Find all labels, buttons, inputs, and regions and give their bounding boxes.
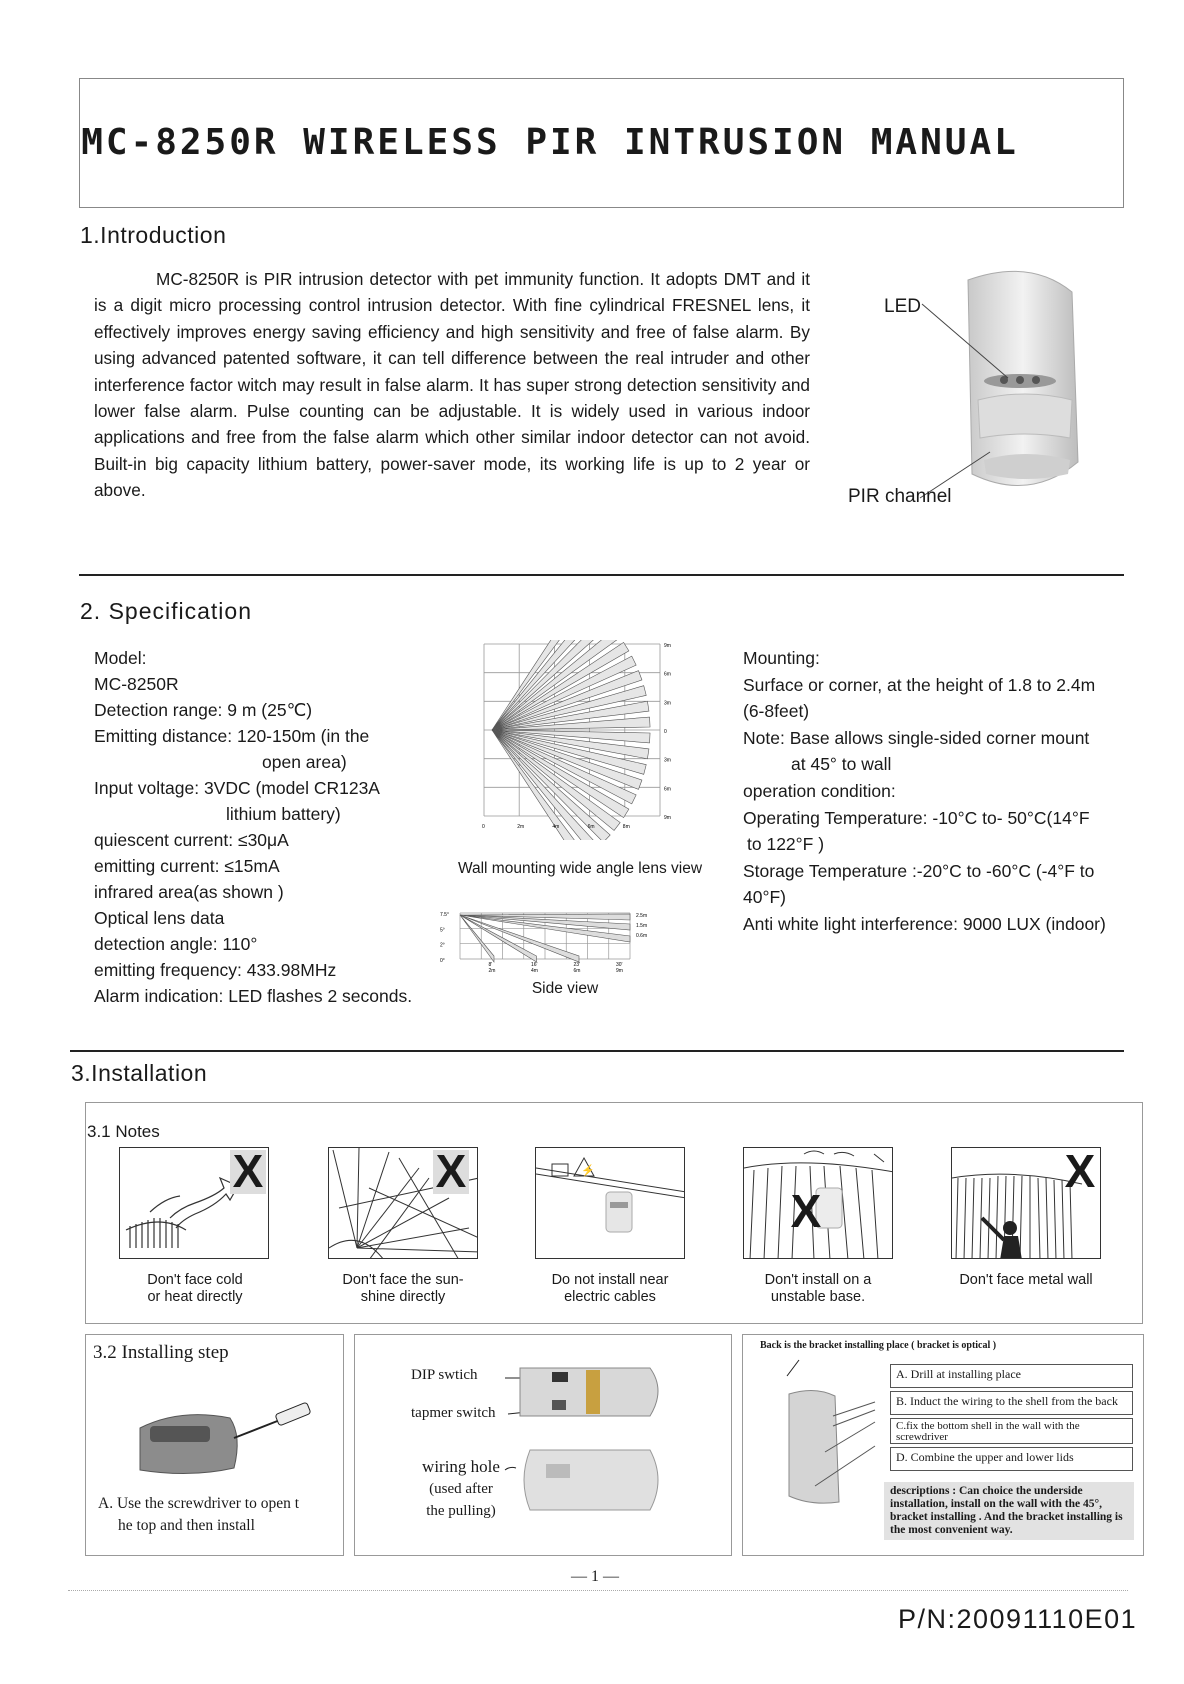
wiring-line: the pulling) (426, 1503, 496, 1519)
top-axis-x-label: 4m (552, 824, 560, 830)
top-axis-x-label: 0 (482, 824, 485, 830)
note-caption-line: Do not install near (551, 1272, 669, 1288)
side-axis-right-label: 1.5m (636, 923, 648, 929)
side-axis-ft-label: 16' (531, 962, 538, 968)
top-view-caption: Wall mounting wide angle lens view (457, 860, 703, 877)
spec-optical: Optical lens data (94, 908, 225, 928)
spec-model-label: Model: (94, 648, 147, 668)
page-title: MC-8250R WIRELESS PIR INTRUSION MANUAL (81, 122, 1019, 163)
spec-emitting-current: emitting current: ≤15mA (94, 856, 280, 876)
note-caption (510, 1272, 710, 1306)
note-caption (95, 1272, 295, 1306)
side-zone-beam (460, 915, 494, 962)
wiring-line: wiring hole (422, 1457, 500, 1476)
intro-heading: 1.Introduction (80, 222, 227, 248)
spec-feet: (6-8feet) (743, 701, 810, 722)
top-axis-y-label: 9m (664, 643, 671, 649)
note-image-metal-wall (951, 1147, 1101, 1259)
x-mark: X (433, 1150, 469, 1194)
top-axis-x-label: 8m (622, 824, 630, 830)
bracket-image (775, 1356, 895, 1506)
spec-op-temp: Operating Temperature: -10°C to- 50°C(14°F (743, 807, 1090, 828)
step-a-line: he top and then install (118, 1517, 255, 1534)
side-axis-left-label: 0° (440, 958, 445, 964)
footer-rule (68, 1590, 1128, 1591)
top-axis-y-label: 3m (664, 757, 671, 764)
side-axis-ft-label: 8' (488, 962, 493, 968)
spec-right-list (743, 645, 1106, 938)
intro-paragraph (94, 266, 810, 504)
spec-detection-range: Detection range: 9 m (25℃) (94, 700, 313, 720)
install-step-b: B. Induct the wiring to the shell from the back (890, 1391, 1133, 1415)
spec-antiwhite: Anti white light interference: 9000 LUX (indoor) (743, 913, 1106, 934)
spec-infrared: infrared area(as shown ) (94, 882, 284, 902)
top-axis-x-label: 6m (587, 824, 595, 830)
spec-emitting-distance-2: open area) (262, 752, 347, 772)
wiring-line: (used after (429, 1481, 493, 1497)
spec-operation: operation condition: (743, 780, 896, 801)
tamper-switch-label: tapmer switch (411, 1405, 496, 1421)
top-axis-y-label: 6m (664, 786, 671, 793)
note-image-sunshine (328, 1147, 478, 1259)
step-a-line: A. Use the screwdriver to open t (98, 1495, 300, 1512)
spec-model-value: MC-8250R (94, 674, 179, 694)
led-label: LED (884, 296, 921, 317)
side-axis-ft-label: 30' (616, 962, 623, 968)
spec-note: Note: Base allows single-sided corner mount (743, 727, 1090, 748)
top-axis-y-label: 0 (664, 729, 667, 735)
spec-storage-2: 40°F) (743, 887, 786, 908)
install-heading: 3.Installation (71, 1060, 208, 1086)
side-axis-ft-label: 23' (573, 962, 581, 968)
note-caption-line: electric cables (564, 1289, 656, 1305)
spec-angle: detection angle: 110° (94, 934, 258, 954)
note-caption-line: Don't face the sun- (342, 1272, 464, 1288)
side-view-caption: Side view (531, 980, 599, 997)
side-axis-m-label: 6m (573, 968, 581, 974)
note-caption-line: Don't face cold (147, 1272, 243, 1288)
x-mark: X (1064, 1147, 1096, 1197)
bracket-note: Back is the bracket installing place ( bracket is optical ) (760, 1340, 997, 1351)
spec-op-temp-2: to 122°F ) (747, 834, 825, 855)
spec-storage: Storage Temperature :-20°C to -60°C (-4°F to (743, 860, 1095, 881)
install-step-a: A. Drill at installing place (890, 1364, 1133, 1388)
note-caption-line: Don't face metal wall (959, 1272, 1093, 1288)
note-caption-line: Don't install on a (764, 1272, 872, 1288)
side-axis-m-label: 9m (616, 968, 623, 974)
step-heading: 3.2 Installing step (93, 1342, 229, 1363)
side-axis-left-label: 7.5° (440, 912, 449, 918)
install-step-c: C.fix the bottom shell in the wall with the screwdriver (890, 1418, 1133, 1444)
top-axis-x-label: 2m (517, 824, 525, 830)
step-a-text (98, 1493, 299, 1537)
spec-emitting-distance: Emitting distance: 120-150m (in the (94, 726, 370, 746)
top-axis-y-label: 3m (664, 700, 671, 707)
spec-heading: 2. Specification (80, 598, 252, 624)
divider (70, 1050, 1124, 1052)
install-step-d: D. Combine the upper and lower lids (890, 1447, 1133, 1471)
wiring-hole-label (418, 1456, 504, 1522)
dip-switch-label: DIP swtich (411, 1367, 478, 1383)
spec-input-voltage-2: lithium battery) (226, 804, 341, 824)
top-axis-y-label: 9m (664, 815, 671, 821)
svg-text:⚡: ⚡ (581, 1165, 595, 1177)
x-mark: X (230, 1150, 266, 1194)
note-caption (926, 1272, 1126, 1289)
spec-note-2: at 45° to wall (791, 754, 892, 775)
side-axis-left-label: 2° (440, 942, 445, 949)
note-caption-line: or heat directly (147, 1289, 243, 1305)
pir-channel-label: PIR channel (848, 486, 952, 507)
x-mark: X (790, 1185, 822, 1237)
side-axis-left-label: 5° (440, 927, 445, 934)
note-caption-line: shine directly (360, 1289, 446, 1305)
circuit-board-image (500, 1350, 670, 1545)
spec-alarm: Alarm indication: LED flashes 2 seconds. (94, 986, 413, 1006)
side-axis-right-label: 0.6m (636, 933, 648, 939)
side-axis-m-label: 2m (488, 968, 496, 974)
note-caption (303, 1272, 503, 1306)
top-view-diagram (470, 640, 690, 840)
descriptions: descriptions : Can choice the underside installation, install on the wall with the 45°, bracket installing . And the bracket installing is the most convenient way. (884, 1482, 1134, 1540)
spec-mounting: Mounting: (743, 648, 820, 668)
spec-input-voltage: Input voltage: 3VDC (model CR123A (94, 778, 380, 798)
notes-heading: 3.1 Notes (87, 1122, 160, 1141)
note-caption (718, 1272, 918, 1306)
side-view-diagram (440, 905, 690, 983)
note-image-cables (535, 1147, 685, 1259)
part-number: P/N:20091110E01 (898, 1604, 1138, 1634)
spec-surface: Surface or corner, at the height of 1.8 to 2.4m (743, 674, 1096, 695)
note-image-unstable (743, 1147, 893, 1259)
top-axis-y-label: 6m (664, 671, 671, 678)
note-caption-line: unstable base. (770, 1289, 866, 1305)
spec-frequency: emitting frequency: 433.98MHz (94, 960, 337, 980)
spec-left-list (94, 645, 412, 1009)
side-axis-m-label: 4m (531, 968, 538, 974)
note-image-radiator (119, 1147, 269, 1259)
screwdriver-image (130, 1396, 330, 1496)
spec-quiescent: quiescent current: ≤30μA (94, 830, 289, 850)
divider (79, 574, 1124, 576)
side-axis-right-label: 2.5m (636, 913, 648, 919)
page-number: — 1 — (571, 1568, 619, 1585)
intro-text: MC-8250R is PIR intrusion detector with pet immunity function. It adopts DMT and it is a digit micro processing control intrusion detector. With fine cylindrical FRESNEL lens, it effectively improves energy saving efficiency and high sensitivity and free of false alarm. By using advanced patented software, it can tell difference between the real intruder and other interference factor witch may result in false alarm. It has super strong detection sensitivity and lower false alarm. Pulse counting can be adjustable. It is widely used in various indoor applications and free from the false alarm which other similar indoor detector can not avoid. Built-in big capacity lithium battery, power-saver mode, its working life is up to 2 year or above. (94, 269, 810, 501)
